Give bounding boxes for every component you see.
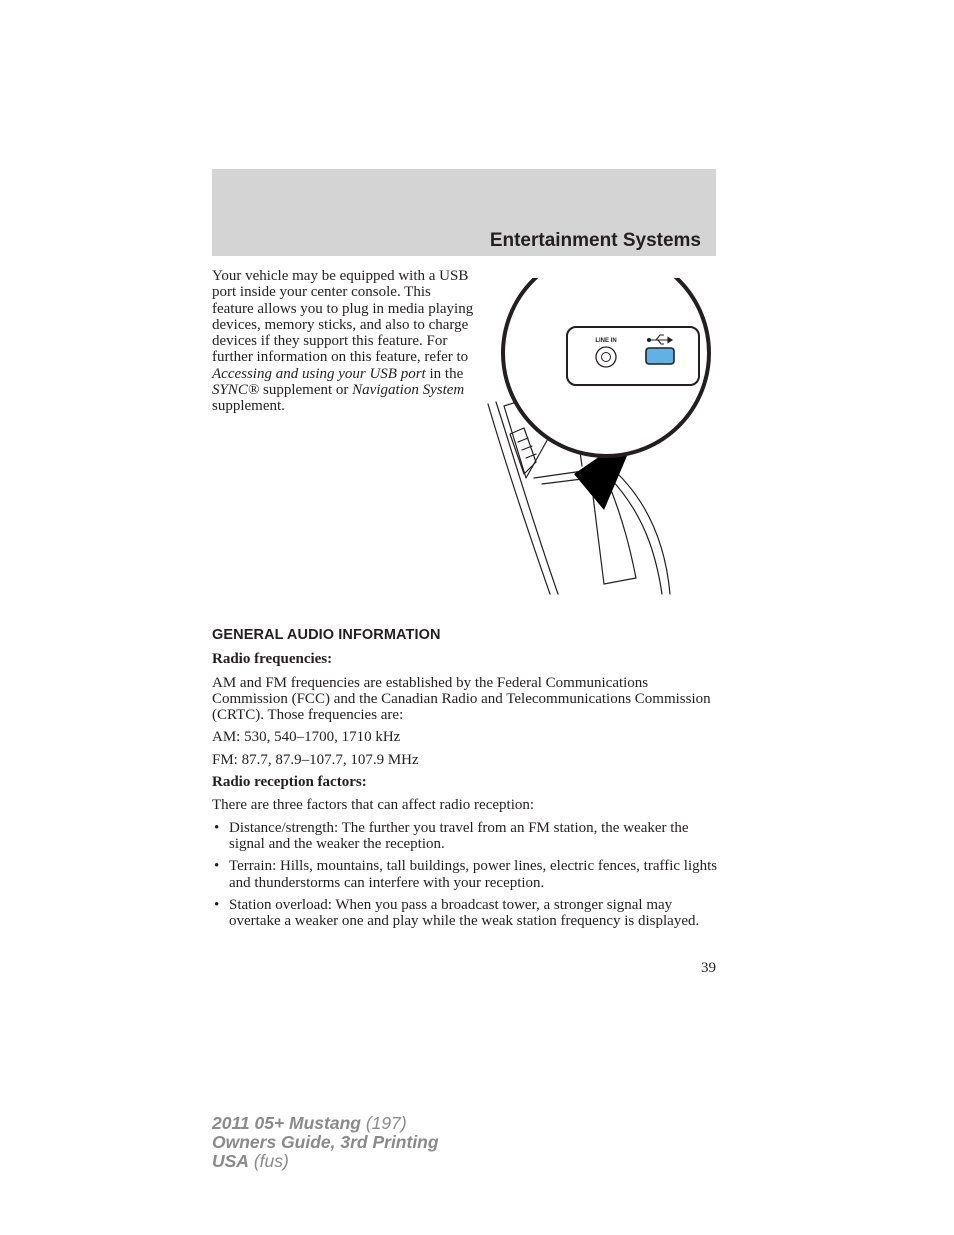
footer-line-2 xyxy=(212,1133,439,1152)
footer-line-3 xyxy=(212,1152,439,1171)
list-item: • Distance/strength: The further you travel from an FM station, the weaker the signal and the weaker the reception. xyxy=(212,820,718,853)
intro-text-1: Your vehicle may be equipped with a USB port inside your center console. This feature allows you to plug in media playing devices, memory sticks, and also to charge devices if they support this feature. For further information on this feature, refer to xyxy=(212,268,474,366)
fm-frequencies: FM: 87.7, 87.9–107.7, 107.9 MHz xyxy=(212,751,419,768)
intro-paragraph xyxy=(212,268,474,415)
usb-port-illustration xyxy=(484,278,716,598)
line-in-jack-hole xyxy=(602,353,611,362)
footer-market: USA xyxy=(212,1151,249,1171)
list-item: • Terrain: Hills, mountains, tall buildings, power lines, electric fences, traffic lights and thunderstorms can interfere with your reception. xyxy=(212,858,718,891)
footer-line-1 xyxy=(212,1114,439,1133)
intro-text-2: in the xyxy=(425,365,464,382)
port-panel xyxy=(567,327,699,385)
intro-italic-usb-reference: Accessing and using your USB port xyxy=(212,365,426,382)
intro-italic-navigation-reference: Navigation System xyxy=(352,382,465,399)
section-heading: GENERAL AUDIO INFORMATION xyxy=(212,627,441,643)
reception-factors-subheading: Radio reception factors: xyxy=(212,774,367,791)
section-header-band xyxy=(212,169,716,256)
reception-intro: There are three factors that can affect radio reception: xyxy=(212,797,535,814)
page-number: 39 xyxy=(701,960,716,976)
intro-italic-sync-reference: SYNC® xyxy=(212,382,260,399)
footer xyxy=(212,1114,439,1171)
line-in-label: LINE IN xyxy=(595,338,617,344)
usb-port xyxy=(646,348,674,364)
section-title: Entertainment Systems xyxy=(489,230,701,251)
footer-model: 2011 05+ Mustang xyxy=(212,1113,361,1133)
list-item: • Station overload: When you pass a broadcast tower, a stronger signal may overtake a weaker one and play while the weak station frequency is displayed. xyxy=(212,897,718,930)
frequencies-paragraph: AM and FM frequencies are established by the Federal Communications Commission (FCC) and the Canadian Radio and Telecommunications Commission (CRTC). Those frequencies are: xyxy=(212,674,711,724)
reception-factors-list xyxy=(212,820,718,930)
radio-frequencies-subheading: Radio frequencies: xyxy=(212,651,333,668)
footer-model-code: (197) xyxy=(360,1113,407,1133)
am-frequencies: AM: 530, 540–1700, 1710 kHz xyxy=(212,729,401,746)
intro-text-4: supplement. xyxy=(212,398,285,415)
general-audio-section xyxy=(212,627,718,935)
footer-market-code: (fus) xyxy=(248,1151,289,1171)
footer-guide: Owners Guide, 3rd Printing xyxy=(212,1132,439,1152)
intro-text-3: supplement or xyxy=(259,382,353,399)
